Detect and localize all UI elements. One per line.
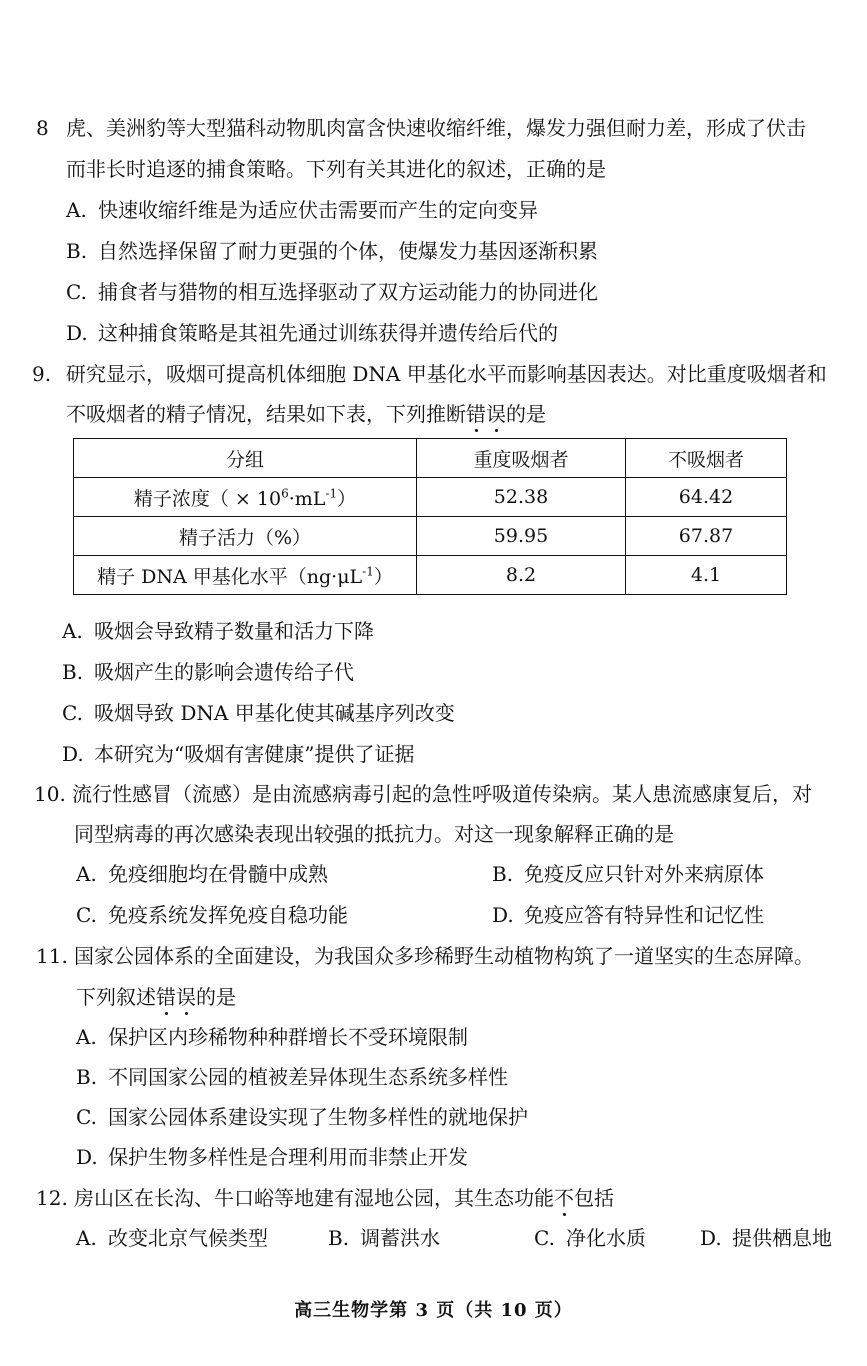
table-cell-label: 精子浓度（ × $10^6\cdot mL^{-1}$）: [74, 478, 417, 517]
table-cell: 52.38: [417, 478, 626, 517]
table-header: 重度吸烟者: [417, 439, 626, 478]
table-cell-label: 精子 DNA 甲基化水平$(ng\cdot\mu L^{-1})$: [74, 556, 417, 595]
q8-stem-line2: 而非长时追逐的捕食策略。下列有关其进化的叙述，正确的是: [66, 157, 606, 181]
table-cell: 67.87: [626, 517, 787, 556]
q9-option-d: D. 本研究为“吸烟有害健康”提供了证据: [62, 742, 415, 766]
sperm-data-table: [73, 438, 787, 595]
q10-option-b: B. 免疫反应只针对外来病原体: [492, 862, 764, 886]
table-row: [74, 517, 787, 556]
q12-option-b: B. 调蓄洪水: [328, 1226, 440, 1250]
q9-stem-line2: 不吸烟者的精子情况，结果如下表，下列推断错误的是: [66, 402, 546, 426]
q12-option-a: A. 改变北京气候类型: [76, 1226, 268, 1250]
q12-option-c: C. 净化水质: [534, 1226, 646, 1250]
q11-emphasis-1: 错: [156, 985, 176, 1009]
table-row: [74, 556, 787, 595]
q9-stem-line1: [32, 360, 827, 388]
table-cell: 4.1: [626, 556, 787, 595]
q8-option-d: D. 这种捕食策略是其祖先通过训练获得并遗传给后代的: [66, 321, 558, 345]
q12-number: 12.: [36, 1186, 68, 1210]
table-cell: 64.42: [626, 478, 787, 517]
q11-number: 11.: [36, 944, 68, 968]
q11-option-c: C. 国家公园体系建设实现了生物多样性的就地保护: [76, 1105, 528, 1129]
q8-option-a: A. 快速收缩纤维是为适应伏击需要而产生的定向变异: [66, 198, 538, 222]
q9-option-c: C. 吸烟导致 DNA 甲基化使其碱基序列改变: [62, 701, 455, 725]
q9-text-1: 研究显示，吸烟可提高机体细胞 DNA 甲基化水平而影响基因表达。对比重度吸烟者和: [66, 362, 827, 386]
table-header-row: [74, 439, 787, 478]
table-cell-label: 精子活力（%）: [74, 517, 417, 556]
q10-option-c: C. 免疫系统发挥免疫自稳功能: [76, 903, 348, 927]
q8-stem-line1: [36, 114, 806, 142]
q12-emphasis: 不: [554, 1186, 574, 1210]
q10-option-a: A. 免疫细胞均在骨髓中成熟: [76, 862, 328, 886]
q10-text-1: 流行性感冒（流感）是由流感病毒引起的急性呼吸道传染病。某人患流感康复后，对: [72, 782, 812, 806]
table-header: 分组: [74, 439, 417, 478]
table-cell: 59.95: [417, 517, 626, 556]
q11-text-1: 国家公园体系的全面建设，为我国众多珍稀野生动植物构筑了一道坚实的生态屏障。: [74, 944, 814, 968]
q12-stem: 12. 房山区在长沟、牛口峪等地建有湿地公园，其生态功能不包括: [36, 1186, 614, 1210]
table-cell: 8.2: [417, 556, 626, 595]
q11-option-d: D. 保护生物多样性是合理利用而非禁止开发: [76, 1145, 468, 1169]
q10-option-d: D. 免疫应答有特异性和记忆性: [492, 903, 764, 927]
q12-option-d: D. 提供栖息地: [700, 1226, 832, 1250]
q10-stem-line2: 同型病毒的再次感染表现出较强的抵抗力。对这一现象解释正确的是: [74, 822, 674, 846]
q11-option-b: B. 不同国家公园的植被差异体现生态系统多样性: [76, 1065, 508, 1089]
q8-option-c: C. 捕食者与猎物的相互选择驱动了双方运动能力的协同进化: [66, 280, 598, 304]
q11-stem-line2: 下列叙述错误的是: [76, 985, 236, 1009]
q8-text-1: 虎、美洲豹等大型猫科动物肌肉富含快速收缩纤维，爆发力强但耐力差，形成了伏击: [66, 116, 806, 140]
q10-number: 10.: [34, 782, 66, 806]
q10-stem-line1: [34, 780, 812, 808]
table-header: 不吸烟者: [626, 439, 787, 478]
q9-option-a: A. 吸烟会导致精子数量和活力下降: [62, 619, 374, 643]
q9-emphasis-2: 误: [486, 402, 506, 426]
q8-number: 8: [36, 116, 49, 140]
q9-option-b: B. 吸烟产生的影响会遗传给子代: [62, 660, 354, 684]
q9-number: 9.: [32, 362, 52, 386]
table-row: [74, 478, 787, 517]
page-footer: 高三生物学第 3 页（共 10 页）: [294, 1300, 573, 1321]
q11-option-a: A. 保护区内珍稀物种种群增长不受环境限制: [76, 1025, 468, 1049]
q8-option-b: B. 自然选择保留了耐力更强的个体，使爆发力基因逐渐积累: [66, 239, 598, 263]
q11-stem-line1: [36, 942, 814, 970]
q11-emphasis-2: 误: [176, 985, 196, 1009]
q9-emphasis-1: 错: [466, 402, 486, 426]
